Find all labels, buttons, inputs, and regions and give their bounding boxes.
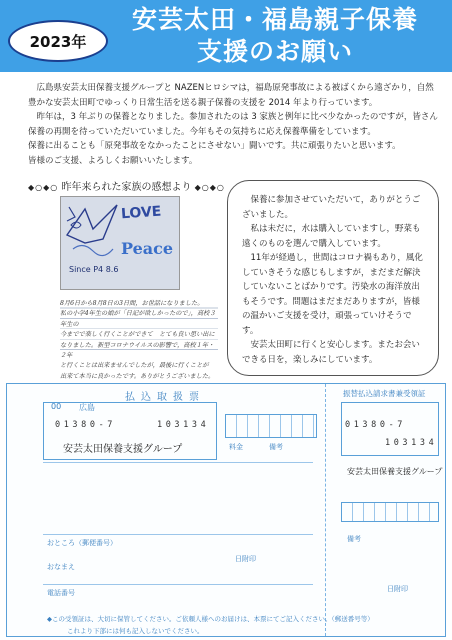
remark-label: 備考 bbox=[269, 443, 283, 451]
intro-paragraph: 昨年は，3 年ぶりの保養となりました。参加されたのは 3 家族と例年に比べ少なかったのですが，皆さん保養の再開を待っていただいていました。今年もその気持ちに応え保養準備をしています。 bbox=[28, 112, 438, 137]
account-code: 103134 bbox=[157, 420, 210, 430]
note-line: と行くことは出来ませんでしたが，最後に行くことが bbox=[60, 362, 209, 370]
receipt-date-stamp-label: 日附印 bbox=[387, 585, 408, 593]
payment-slip bbox=[6, 383, 446, 637]
voices-heading bbox=[28, 178, 225, 193]
decoration-mark-right: ◆○◆○ bbox=[194, 183, 225, 192]
note-line: 私の小学4年生の娘が「日記が欲しかったので」，高校３年生の bbox=[60, 310, 216, 328]
drawing-peace-text: Peace bbox=[121, 239, 174, 258]
decoration-mark-left: ◆○◆○ bbox=[28, 183, 59, 192]
receipt-remark-label: 備考 bbox=[347, 535, 361, 543]
account-number: 01380-7 bbox=[55, 420, 117, 430]
drawing-photo bbox=[60, 196, 180, 290]
receipt-title: 振替払込請求書兼受領証 bbox=[343, 389, 426, 398]
receipt-account-number: 01380-7 bbox=[345, 420, 407, 430]
payee-name: 安芸太田保養支援グループ bbox=[63, 444, 183, 455]
amount-grid bbox=[225, 414, 317, 438]
note-line: なりました。新型コロナウイルスの影響で，高校１年・２年 bbox=[60, 341, 215, 360]
intro-text bbox=[28, 81, 438, 169]
form-rule bbox=[43, 584, 313, 585]
form-rule bbox=[43, 462, 313, 463]
testimonial-paragraph: 私は未だに，水は購入していますし，野菜も遠くのものを選んで購入しています。 bbox=[242, 224, 421, 249]
testimonial-bubble bbox=[227, 180, 439, 376]
form-rule bbox=[43, 534, 313, 535]
fee-label: 料金 bbox=[229, 443, 243, 451]
slip-footer-note: ◆この受領証は、大切に保管してください。ご依頼人様へのお届けは、本票にてご記入ください。（郵送番号等） bbox=[47, 615, 374, 623]
year-badge: 2023年 bbox=[8, 20, 108, 62]
testimonial-paragraph: 安芸太田町に行くと安心します。またお会いできる日を，楽しみにしています。 bbox=[242, 340, 420, 365]
note-line: 今までで楽しく行くことができて とても良い思い出に bbox=[60, 331, 215, 339]
header-banner bbox=[0, 0, 452, 72]
phone-label: 電話番号 bbox=[47, 589, 75, 597]
testimonial-paragraph: 保養に参加させていただいて，ありがとうございました。 bbox=[242, 195, 421, 220]
testimonial-paragraph: 11年が経過し，世間はコロナ禍もあり，風化していきそうな感じもしますが，まだまだ解決していないことばかりです。汚染水の海洋放出もそうです。問題はまだまだありますが，皆様の温かいご支援を受け，頑張っていけそうです。 bbox=[242, 253, 423, 336]
handwritten-note bbox=[60, 298, 218, 380]
receipt-amount-grid bbox=[341, 502, 439, 522]
title-line-2: 支援のお願い bbox=[196, 37, 353, 66]
title-line-1: 安芸太田・福島親子保養 bbox=[131, 5, 418, 34]
intro-paragraph: 皆様のご支援、よろしくお願いいたします。 bbox=[28, 155, 198, 166]
note-line: 出来て本当に良かったです。ありがとうございました。 bbox=[60, 372, 215, 380]
slip-divider bbox=[325, 384, 326, 636]
page-title bbox=[110, 4, 440, 68]
intro-paragraph: 保養に出ることも「原発事故をなかったことにさせない」闘いです。共に頑張りたいと思います。 bbox=[28, 141, 401, 152]
paper-crane-icon bbox=[63, 199, 121, 259]
drawing-love-text: LOVE bbox=[120, 203, 162, 223]
intro-paragraph: 広島県安芸太田保養支援グループと NAZENヒロシマは，福島原発事故による被ばくから遠ざかり，自然豊かな安芸太田町でゆっくり日常生活を送る親子保養の支援を 2014 年より行っています。 bbox=[28, 83, 434, 108]
office-number: 00 bbox=[51, 402, 62, 411]
note-line: 8月6日から8月8日の3日間，お世話になりました。 bbox=[60, 300, 204, 307]
receipt-payee-name: 安芸太田保養支援グループ bbox=[347, 467, 443, 476]
date-stamp-label: 日附印 bbox=[235, 555, 256, 563]
slip-title: 払込取扱票 bbox=[125, 392, 205, 403]
drawing-since-text: Since P4 8.6 bbox=[69, 265, 119, 274]
voices-heading-text: 昨年来られた家族の感想より bbox=[61, 182, 192, 193]
receipt-account-code: 103134 bbox=[385, 438, 438, 448]
slip-footer-warning: これより下部には何も記入しないでください。 bbox=[67, 627, 204, 635]
name-label: おなまえ bbox=[47, 563, 75, 571]
address-label: おところ（郵便番号） bbox=[47, 539, 117, 547]
office-name: 広島 bbox=[79, 403, 95, 412]
